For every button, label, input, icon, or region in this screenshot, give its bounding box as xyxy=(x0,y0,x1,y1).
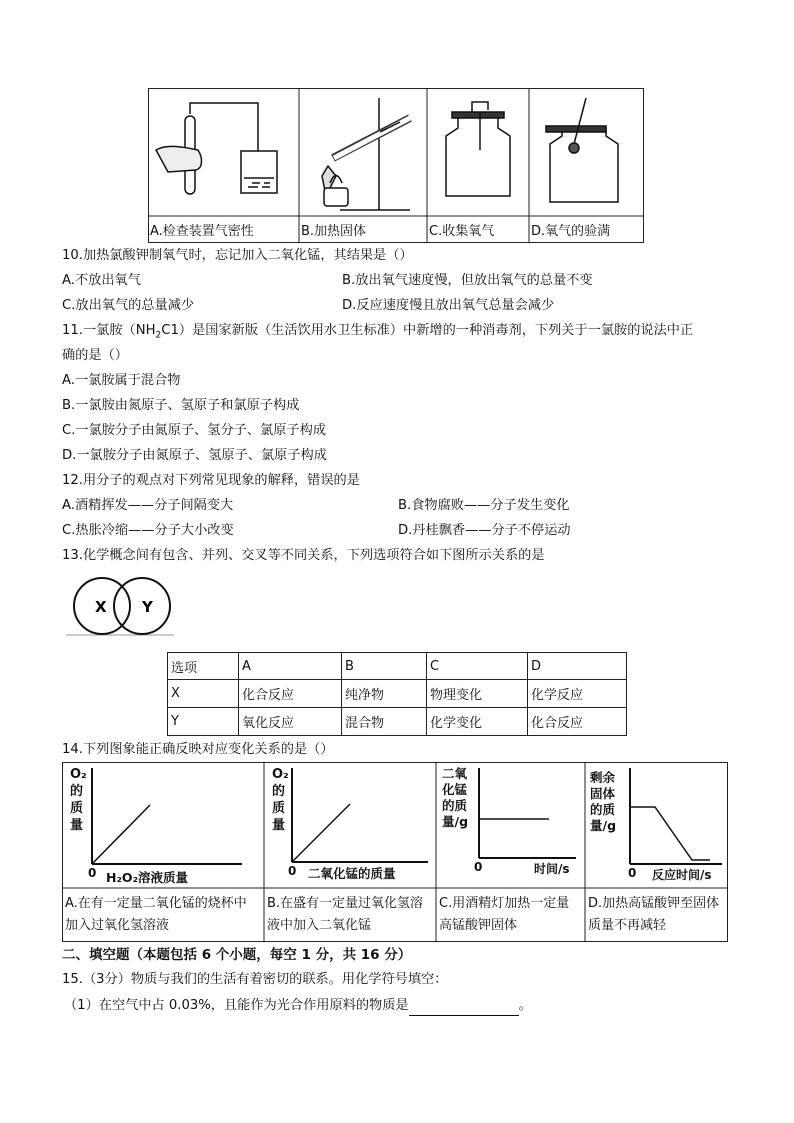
q10-option-b: B.放出氧气速度慢，但放出氧气的总量不变 xyxy=(342,273,593,288)
venn-label-x: X xyxy=(95,598,107,616)
graph-a-xlabel: H₂O₂溶液质量 xyxy=(106,870,189,885)
q13-header-cell: B xyxy=(342,653,427,680)
q13-header-cell: 选项 xyxy=(168,653,239,680)
venn-label-y: Y xyxy=(142,598,153,616)
oxygen-collection-drawing xyxy=(446,102,510,196)
q10-option-d: D.反应速度慢且放出氧气总量会减少 xyxy=(342,298,555,313)
caption-c: C.收集氧气 xyxy=(429,224,495,239)
q13-cell: Y xyxy=(168,708,239,736)
graph-b xyxy=(292,768,428,862)
q11-option-d: D.一氯胺分子由氮原子、氢原子、氯原子构成 xyxy=(62,448,327,463)
q10-option-a: A.不放出氧气 xyxy=(62,273,141,288)
graph-b-ylabel: O₂ 的 质 量 xyxy=(272,767,289,833)
q13-cell: X xyxy=(168,680,239,708)
q11-option-a: A.一氯胺属于混合物 xyxy=(62,373,181,388)
section2-heading: 二、填空题（本题包括 6 个小题，每空 1 分，共 16 分） xyxy=(62,947,412,963)
q10-option-c: C.放出氧气的总量减少 xyxy=(62,298,195,313)
graph-c xyxy=(479,768,576,858)
graph-c-caption: C.用酒精灯加热一定量 高锰酸钾固体 xyxy=(439,896,570,933)
q11-stem-line2: 确的是（） xyxy=(62,348,128,363)
answer-blank[interactable] xyxy=(409,1001,519,1016)
airtightness-check-drawing xyxy=(156,103,277,194)
graph-d xyxy=(630,768,722,864)
q12-option-a: A.酒精挥发——分子间隔变大 xyxy=(62,498,234,513)
q13-cell: 化学反应 xyxy=(528,680,627,708)
q15-stem: 15.（3分）物质与我们的生活有着密切的联系。用化学符号填空： xyxy=(62,972,448,987)
q15-part1: （1）在空气中占 0.03%，且能作为光合作用原料的物质是 。 xyxy=(64,996,532,1016)
q10-stem: 10.加热氯酸钾制氧气时，忘记加入二氧化锰，其结果是（） xyxy=(62,248,413,263)
caption-d: D.氧气的验满 xyxy=(531,224,611,239)
oxygen-full-test-drawing xyxy=(546,98,618,202)
q13-header-cell: A xyxy=(239,653,342,680)
caption-b: B.加热固体 xyxy=(301,224,367,239)
graph-a-origin: 0 xyxy=(88,866,97,880)
q12-stem: 12.用分子的观点对下列常见现象的解释，错误的是 xyxy=(62,473,360,488)
graph-b-origin: 0 xyxy=(288,864,297,878)
q13-table xyxy=(167,652,627,736)
q13-header-cell: C xyxy=(427,653,528,680)
graph-b-xlabel: 二氧化锰的质量 xyxy=(308,866,396,881)
q12-option-b: B.食物腐败——分子发生变化 xyxy=(398,498,570,513)
q12-option-c: C.热胀冷缩——分子大小改变 xyxy=(62,523,234,538)
q13-header-cell: D xyxy=(528,653,627,680)
q13-cell: 化合反应 xyxy=(528,708,627,736)
q13-cell: 化学变化 xyxy=(427,708,528,736)
graph-a xyxy=(92,768,242,864)
q11-stem-line1: 11.一氯胺$(NH_2C1)$是国家新版（生活饮用水卫生标准）中新增的一种消毒剂，下列关于一氯胺的说法中正 xyxy=(62,323,694,341)
venn-diagram xyxy=(66,573,176,637)
q13-cell: 化合反应 xyxy=(239,680,342,708)
q14-stem: 14.下列图象能正确反映对应变化关系的是（） xyxy=(62,742,334,757)
apparatus-table xyxy=(148,88,644,243)
graph-c-xlabel: 时间/s xyxy=(534,862,570,876)
graph-c-ylabel: 二氧 化锰 的质 量/g xyxy=(442,766,469,829)
q13-cell: 纯净物 xyxy=(342,680,427,708)
graph-a-ylabel: O₂ 的 质 量 xyxy=(70,767,87,833)
q13-cell: 混合物 xyxy=(342,708,427,736)
q14-graph-table xyxy=(62,762,728,942)
graph-d-ylabel: 剩余 固体 的质 量/g xyxy=(590,770,617,833)
heating-solid-drawing xyxy=(322,98,410,210)
q13-cell: 氧化反应 xyxy=(239,708,342,736)
graph-a-caption: A.在有一定量二氧化锰的烧杯中 加入过氧化氢溶液 xyxy=(65,896,247,933)
graph-b-caption: B.在盛有一定量过氧化氢溶 液中加入二氧化锰 xyxy=(267,896,424,933)
q13-cell: 物理变化 xyxy=(427,680,528,708)
q12-option-d: D.丹桂飘香——分子不停运动 xyxy=(398,523,571,538)
graph-d-origin: 0 xyxy=(628,866,637,880)
graph-d-xlabel: 反应时间/s xyxy=(652,868,712,882)
q11-option-b: B.一氯胺由氮原子、氢原子和氯原子构成 xyxy=(62,398,300,413)
graph-d-caption: D.加热高锰酸钾至固体 质量不再减轻 xyxy=(588,896,720,933)
q13-stem: 13.化学概念间有包含、并列、交叉等不同关系，下列选项符合如下图所示关系的是 xyxy=(62,548,545,563)
q11-option-c: C.一氯胺分子由氮原子、氢分子、氯原子构成 xyxy=(62,423,326,438)
graph-c-origin: 0 xyxy=(474,860,483,874)
caption-a: A.检查装置气密性 xyxy=(150,224,254,239)
